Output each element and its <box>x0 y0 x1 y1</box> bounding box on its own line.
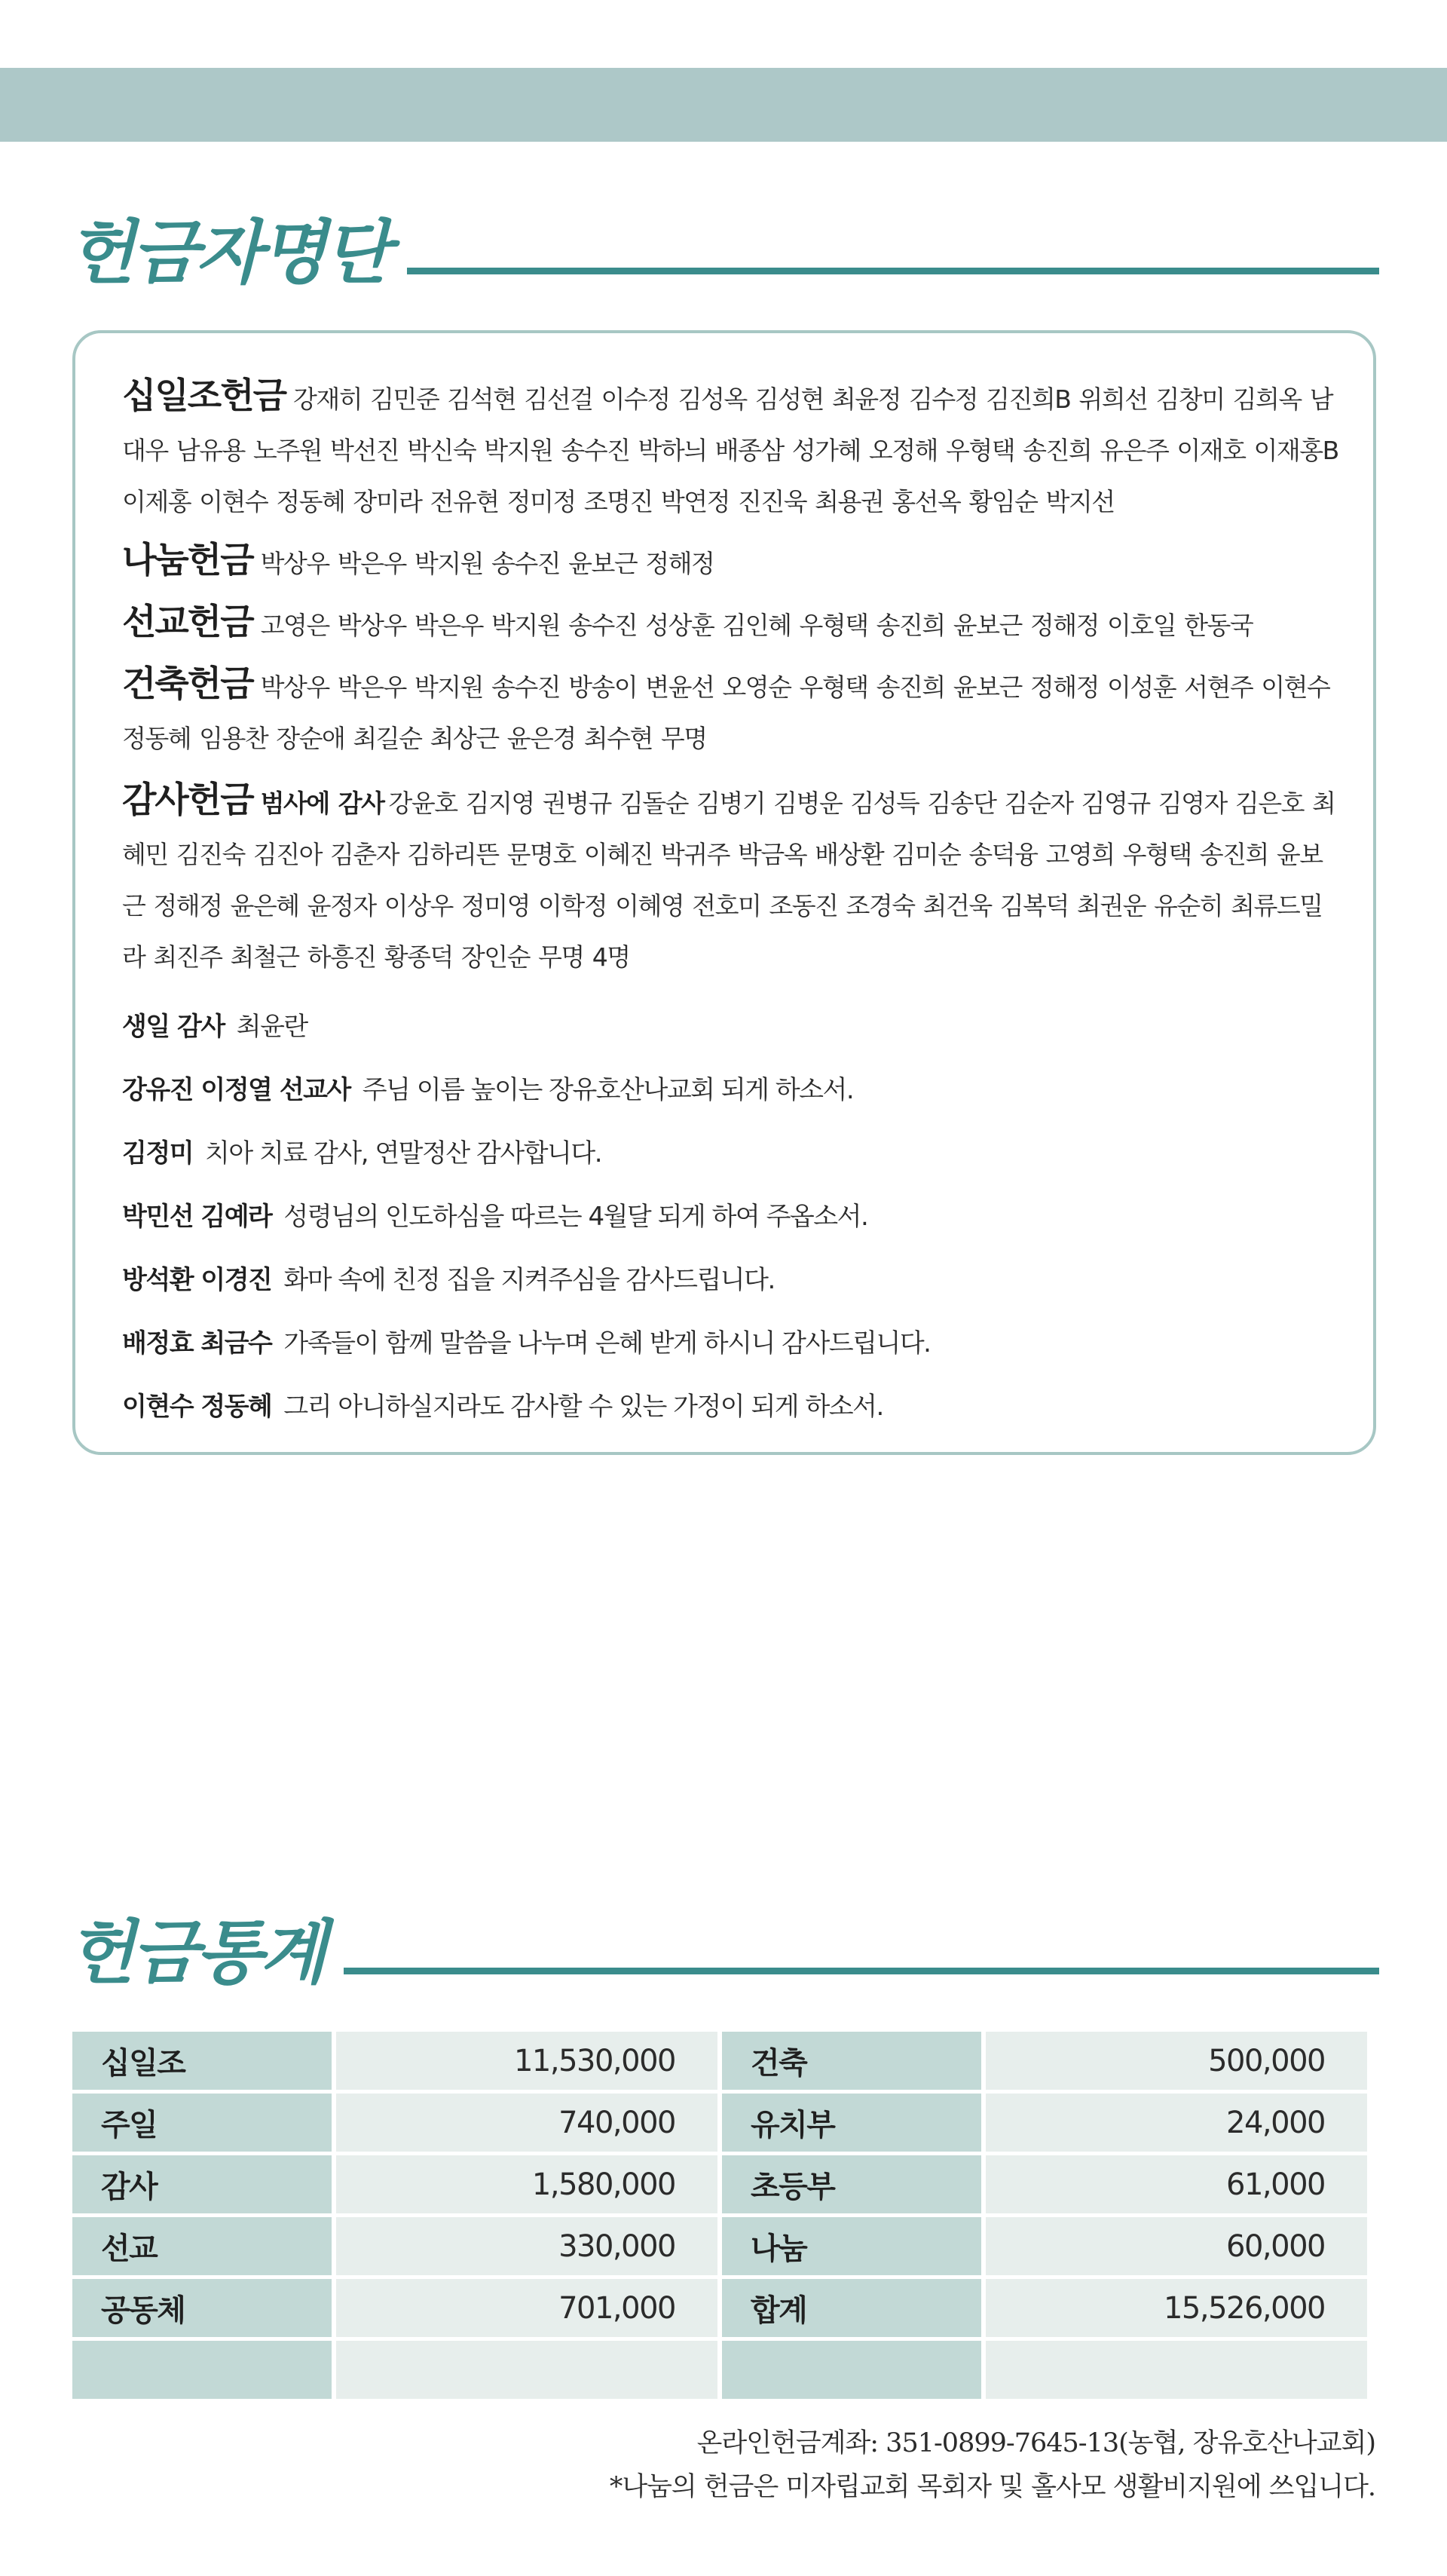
stat-label: 합계 <box>722 2279 981 2337</box>
donors-section-title: 헌금자명단 <box>68 213 388 293</box>
stat-value <box>336 2341 717 2399</box>
thanks-note <box>122 1265 1338 1295</box>
stat-value: 15,526,000 <box>986 2279 1367 2337</box>
donors-section-header <box>68 213 1379 293</box>
note-author: 이현수 정동혜 <box>122 1392 272 1422</box>
stat-label <box>722 2341 981 2399</box>
table-row <box>72 2094 1367 2152</box>
table-row <box>72 2217 1367 2275</box>
table-row <box>72 2341 1367 2399</box>
donor-subtitle: 범사에 감사 <box>260 789 384 818</box>
donor-group-tithe <box>122 371 1338 528</box>
stat-value: 11,530,000 <box>336 2032 717 2090</box>
note-text: 가족들이 함께 말씀을 나누며 은혜 받게 하시니 감사드립니다. <box>283 1328 931 1358</box>
thanks-note <box>122 1392 1338 1422</box>
stat-label: 초등부 <box>722 2155 981 2213</box>
note-text: 주님 이름 높이는 장유호산나교회 되게 하소서. <box>362 1075 854 1105</box>
donor-group-building <box>122 659 1338 764</box>
donor-names: 박상우 박은우 박지원 송수진 윤보근 정해정 <box>260 549 714 578</box>
stats-section-title: 헌금통계 <box>68 1913 324 1993</box>
thanks-note <box>122 1012 1338 1042</box>
donor-names: 강재히 김민준 김석현 김선걸 이수정 김성옥 김성현 최윤정 김수정 김진희B 위희선 김창미 김희옥 남대우 남유용 노주원 박선진 박신숙 박지원 송수진 박하늬 배종삼 성가혜 오정해 우형택 송진희 유은주 이재호 이재홍B 이제홍 이현수 정동혜 장미라 전유현 정미정 조명진 박연정 진진욱 최용권 홍선옥 황임순 박지선 <box>122 384 1338 516</box>
table-row <box>72 2155 1367 2213</box>
stat-label: 유치부 <box>722 2094 981 2152</box>
stat-label: 건축 <box>722 2032 981 2090</box>
thanks-note <box>122 1202 1338 1232</box>
note-author: 방석환 이경진 <box>122 1265 272 1295</box>
stat-value: 1,580,000 <box>336 2155 717 2213</box>
note-text: 화마 속에 친정 집을 지켜주심을 감사드립니다. <box>283 1265 775 1295</box>
note-author: 배정효 최금수 <box>122 1328 272 1358</box>
stat-label: 선교 <box>72 2217 332 2275</box>
donor-group-share <box>122 535 1338 590</box>
stat-value: 500,000 <box>986 2032 1367 2090</box>
stat-value: 701,000 <box>336 2279 717 2337</box>
bank-account-info: 온라인헌금계좌: 351-0899-7645-13(농협, 장유호산나교회) <box>696 2428 1375 2458</box>
donor-names: 박상우 박은우 박지원 송수진 방송이 변윤선 오영순 우형택 송진희 윤보근 정해정 이성훈 서현주 이현수 정동혜 임용찬 장순애 최길순 최상근 윤은경 최수현 무명 <box>122 672 1330 753</box>
note-text: 최윤란 <box>236 1012 307 1042</box>
note-author: 박민선 김예라 <box>122 1202 272 1232</box>
stats-section-header <box>68 1913 1379 1993</box>
stat-value: 330,000 <box>336 2217 717 2275</box>
sharing-offering-note: *나눔의 헌금은 미자립교회 목회자 및 홀사모 생활비지원에 쓰입니다. <box>609 2472 1375 2502</box>
note-author: 김정미 <box>122 1138 194 1169</box>
offering-stats-table <box>68 2028 1372 2403</box>
donor-category: 십일조헌금 <box>122 375 286 417</box>
donor-group-thanksgiving <box>122 775 1338 983</box>
donors-box <box>72 330 1376 1455</box>
donor-group-mission <box>122 597 1338 651</box>
footer <box>610 2421 1375 2509</box>
stat-label: 감사 <box>72 2155 332 2213</box>
donor-names: 고영은 박상우 박은우 박지원 송수진 성상훈 김인혜 우형택 송진희 윤보근 정해정 이호일 한동국 <box>260 611 1253 640</box>
note-text: 성령님의 인도하심을 따르는 4월달 되게 하여 주옵소서. <box>283 1202 868 1232</box>
title-rule <box>407 268 1379 274</box>
top-banner <box>0 68 1447 142</box>
title-rule <box>344 1968 1380 1974</box>
stat-value: 61,000 <box>986 2155 1367 2213</box>
stat-label: 십일조 <box>72 2032 332 2090</box>
table-row <box>72 2032 1367 2090</box>
thanks-note <box>122 1328 1338 1358</box>
stat-label: 주일 <box>72 2094 332 2152</box>
donor-category: 선교헌금 <box>122 602 253 643</box>
note-author: 강유진 이정열 선교사 <box>122 1075 350 1105</box>
donor-category: 감사헌금 <box>122 780 253 821</box>
donor-category: 나눔헌금 <box>122 540 253 581</box>
stat-label <box>72 2341 332 2399</box>
stat-value <box>986 2341 1367 2399</box>
stat-label: 공동체 <box>72 2279 332 2337</box>
stat-value: 60,000 <box>986 2217 1367 2275</box>
donor-names: 강윤호 김지영 권병규 김돌순 김병기 김병운 김성득 김송단 김순자 김영규 김영자 김은호 최혜민 김진숙 김진아 김춘자 김하리뜬 문명호 이혜진 박귀주 박금옥 배상환 김미순 송덕융 고영희 우형택 송진희 윤보근 정해정 윤은혜 윤정자 이상우 정미영 이학정 이혜영 전호미 조동진 조경숙 최건욱 김복덕 최권운 유순히 최류드밀라 최진주 최철근 하흥진 황종덕 장인순 무명 4명 <box>122 789 1335 972</box>
thanks-notes <box>122 1012 1338 1422</box>
stat-label: 나눔 <box>722 2217 981 2275</box>
table-row <box>72 2279 1367 2337</box>
stat-value: 740,000 <box>336 2094 717 2152</box>
note-text: 치아 치료 감사, 연말정산 감사합니다. <box>205 1138 602 1169</box>
stat-value: 24,000 <box>986 2094 1367 2152</box>
thanks-note <box>122 1138 1338 1169</box>
note-author: 생일 감사 <box>122 1012 225 1042</box>
donor-category: 건축헌금 <box>122 663 253 705</box>
note-text: 그리 아니하실지라도 감사할 수 있는 가정이 되게 하소서. <box>283 1392 883 1422</box>
thanks-note <box>122 1075 1338 1105</box>
